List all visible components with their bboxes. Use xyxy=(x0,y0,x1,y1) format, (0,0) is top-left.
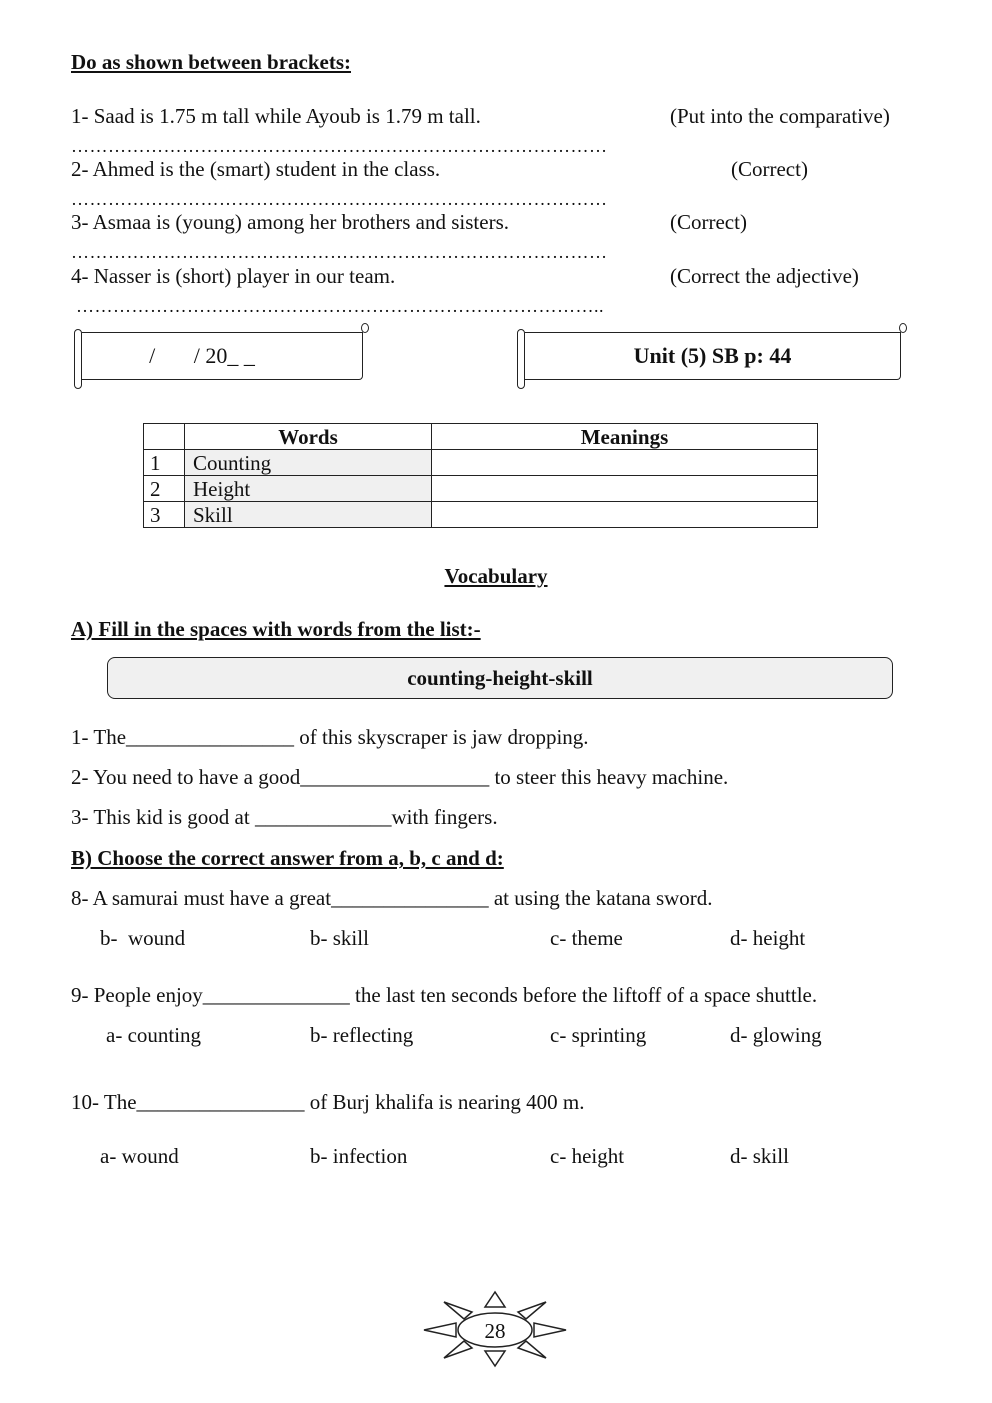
table-header xyxy=(144,424,818,450)
header-meanings: Meanings xyxy=(432,424,818,450)
answer-line: …………………………………………………………………………… xyxy=(71,136,608,156)
fill-sentence-1: 1- The________________ of this skyscraper is jaw dropping. xyxy=(71,725,589,749)
section-heading: Do as shown between brackets: xyxy=(71,50,351,74)
question-9: 9- People enjoy______________ the last ten seconds before the liftoff of a space shuttle. xyxy=(71,983,818,1007)
table-row xyxy=(144,476,818,502)
option-b[interactable]: b- reflecting xyxy=(310,1023,414,1047)
words-table xyxy=(143,423,818,528)
item-4: 4- Nasser is (short) player in our team. xyxy=(71,264,396,288)
fill-sentence-2: 2- You need to have a good__________________ to steer this heavy machine. xyxy=(71,765,729,789)
answer-line: ………………………………………………………………………….. xyxy=(71,296,604,316)
question-8: 8- A samurai must have a great_______________ at using the katana sword. xyxy=(71,886,713,910)
date-text: / / 20_ _ xyxy=(149,343,255,368)
fill-sentence-3: 3- This kid is good at _____________with fingers. xyxy=(71,805,498,829)
option-c[interactable]: c- height xyxy=(550,1144,625,1168)
option-b[interactable]: b- infection xyxy=(310,1144,408,1168)
table-row xyxy=(144,450,818,476)
row-number: 1 xyxy=(144,450,185,476)
option-d[interactable]: d- glowing xyxy=(730,1023,822,1047)
date-banner xyxy=(82,332,363,380)
vocabulary-title: Vocabulary xyxy=(444,564,548,588)
row-number: 3 xyxy=(144,502,185,528)
item-4-instruction: (Correct the adjective) xyxy=(670,264,859,288)
option-c[interactable]: c- sprinting xyxy=(550,1023,647,1047)
word-cell: Height xyxy=(185,476,432,502)
option-d[interactable]: d- height xyxy=(730,926,806,950)
meaning-cell[interactable] xyxy=(432,502,818,528)
scroll-knob-icon xyxy=(899,323,907,333)
item-2-instruction: (Correct) xyxy=(731,157,808,181)
scroll-curl-icon xyxy=(517,329,525,389)
option-a[interactable]: b- wound xyxy=(100,926,186,950)
answer-line: …………………………………………………………………………… xyxy=(71,189,608,209)
word-cell: Skill xyxy=(185,502,432,528)
option-c[interactable]: c- theme xyxy=(550,926,623,950)
meaning-cell[interactable] xyxy=(432,476,818,502)
item-1-instruction: (Put into the comparative) xyxy=(670,104,890,128)
option-a[interactable]: a- wound xyxy=(100,1144,179,1168)
scroll-curl-icon xyxy=(74,329,82,389)
header-blank xyxy=(144,424,185,450)
item-2: 2- Ahmed is the (smart) student in the class. xyxy=(71,157,441,181)
part-a-heading: A) Fill in the spaces with words from the list:- xyxy=(71,617,481,641)
question-10: 10- The________________ of Burj khalifa is nearing 400 m. xyxy=(71,1090,585,1114)
page-number: 28 xyxy=(484,1319,506,1343)
unit-text: Unit (5) SB p: 44 xyxy=(633,343,792,368)
word-list: counting-height-skill xyxy=(407,665,593,690)
option-d[interactable]: d- skill xyxy=(730,1144,789,1168)
item-1: 1- Saad is 1.75 m tall while Ayoub is 1.79 m tall. xyxy=(71,104,481,128)
row-number: 2 xyxy=(144,476,185,502)
item-3-instruction: (Correct) xyxy=(670,210,747,234)
meaning-cell[interactable] xyxy=(432,450,818,476)
answer-line: …………………………………………………………………………… xyxy=(71,242,608,262)
scroll-knob-icon xyxy=(361,323,369,333)
option-a[interactable]: a- counting xyxy=(106,1023,202,1047)
option-b[interactable]: b- skill xyxy=(310,926,369,950)
unit-banner xyxy=(525,332,901,380)
word-cell: Counting xyxy=(185,450,432,476)
part-b-heading: B) Choose the correct answer from a, b, c and d: xyxy=(71,846,504,870)
word-list-box xyxy=(107,657,893,699)
table-row xyxy=(144,502,818,528)
header-words: Words xyxy=(185,424,432,450)
item-3: 3- Asmaa is (young) among her brothers and sisters. xyxy=(71,210,509,234)
